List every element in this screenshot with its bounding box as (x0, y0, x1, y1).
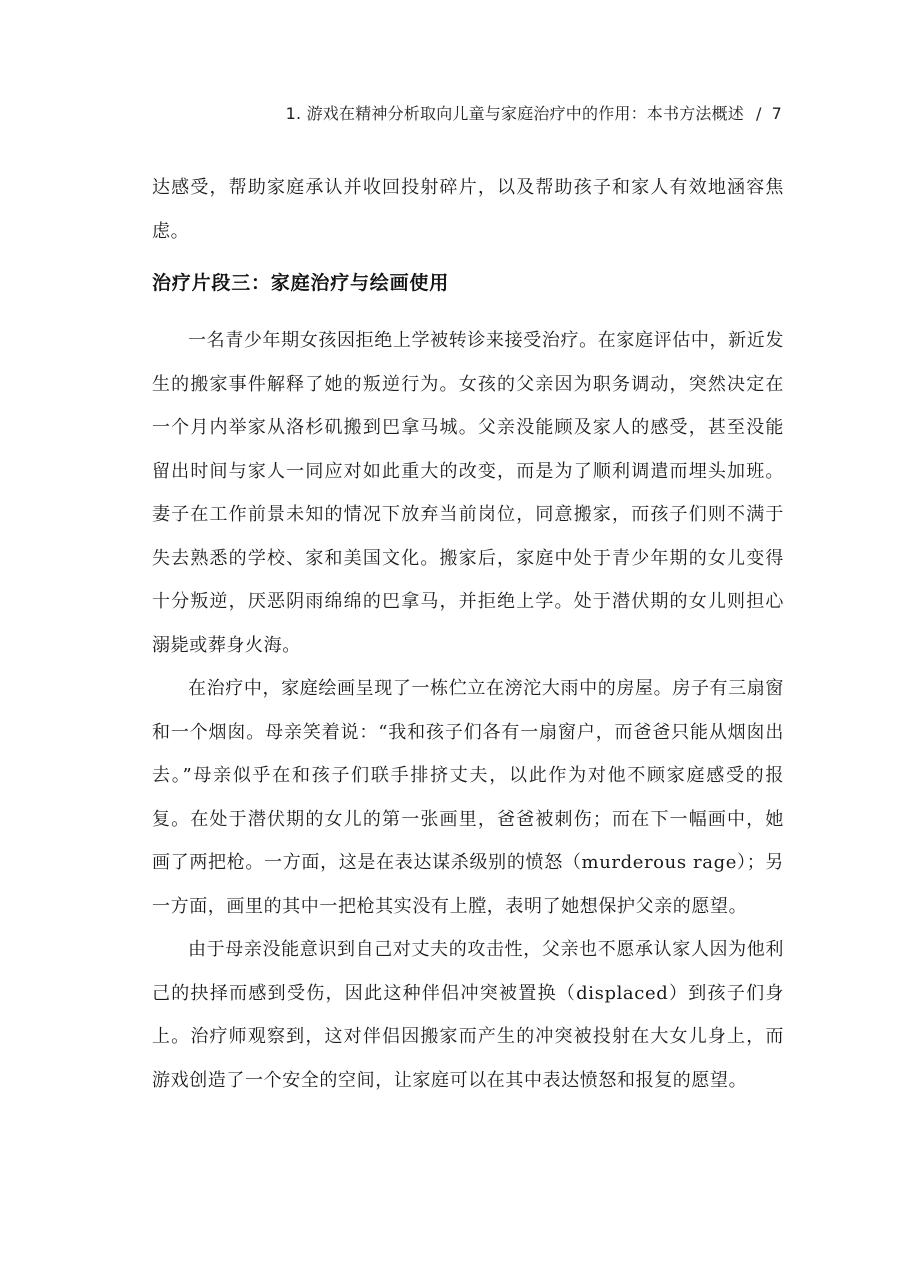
chapter-title: 1. 游戏在精神分析取向儿童与家庭治疗中的作用：本书方法概述 (285, 104, 745, 123)
paragraph-1: 一名青少年期女孩因拒绝上学被转诊来接受治疗。在家庭评估中，新近发生的搬家事件解释了她的叛逆行为。女孩的父亲因为职务调动，突然决定在一个月内举家从洛杉矶搬到巴拿马城。父亲没能顾及家人的感受，甚至没能留出时间与家人一同应对如此重大的改变，而是为了顺利调遣而埋头加班。妻子在工作前景未知的情况下放弃当前岗位，同意搬家，而孩子们则不满于失去熟悉的学校、家和美国文化。搬家后，家庭中处于青少年期的女儿变得十分叛逆，厌恶阴雨绵绵的巴拿马，并拒绝上学。处于潜伏期的女儿则担心溺毙或葬身火海。 (152, 330, 784, 656)
continuation-text: 达感受，帮助家庭承认并收回投射碎片，以及帮助孩子和家人有效地涵容焦虑。 (152, 177, 784, 242)
header-separator: / (756, 104, 762, 123)
paragraph-3: 由于母亲没能意识到自己对丈夫的攻击性，父亲也不愿承认家人因为他利己的抉择而感到受伤，因此这种伴侣冲突被置换（displaced）到孩子们身上。治疗师观察到，这对伴侣因搬家而产生的冲突被投射在大女儿身上，而游戏创造了一个安全的空间，让家庭可以在其中表达愤怒和报复的愿望。 (152, 939, 784, 1091)
section-heading: 治疗片段三：家庭治疗与绘画使用 (152, 272, 450, 294)
page-number: 7 (771, 104, 782, 123)
continuation-paragraph (152, 166, 784, 253)
section-body (152, 319, 784, 1102)
running-header (286, 101, 782, 124)
paragraph-2: 在治疗中，家庭绘画呈现了一栋伫立在滂沱大雨中的房屋。房子有三扇窗和一个烟囱。母亲笑着说：“我和孩子们各有一扇窗户，而爸爸只能从烟囱出去。”母亲似乎在和孩子们联手排挤丈夫，以此作为对他不顾家庭感受的报复。在处于潜伏期的女儿的第一张画里，爸爸被刺伤；而在下一幅画中，她画了两把枪。一方面，这是在表达谋杀级别的愤怒（murderous rage）；另一方面，画里的其中一把枪其实没有上膛，表明了她想保护父亲的愿望。 (152, 678, 784, 917)
